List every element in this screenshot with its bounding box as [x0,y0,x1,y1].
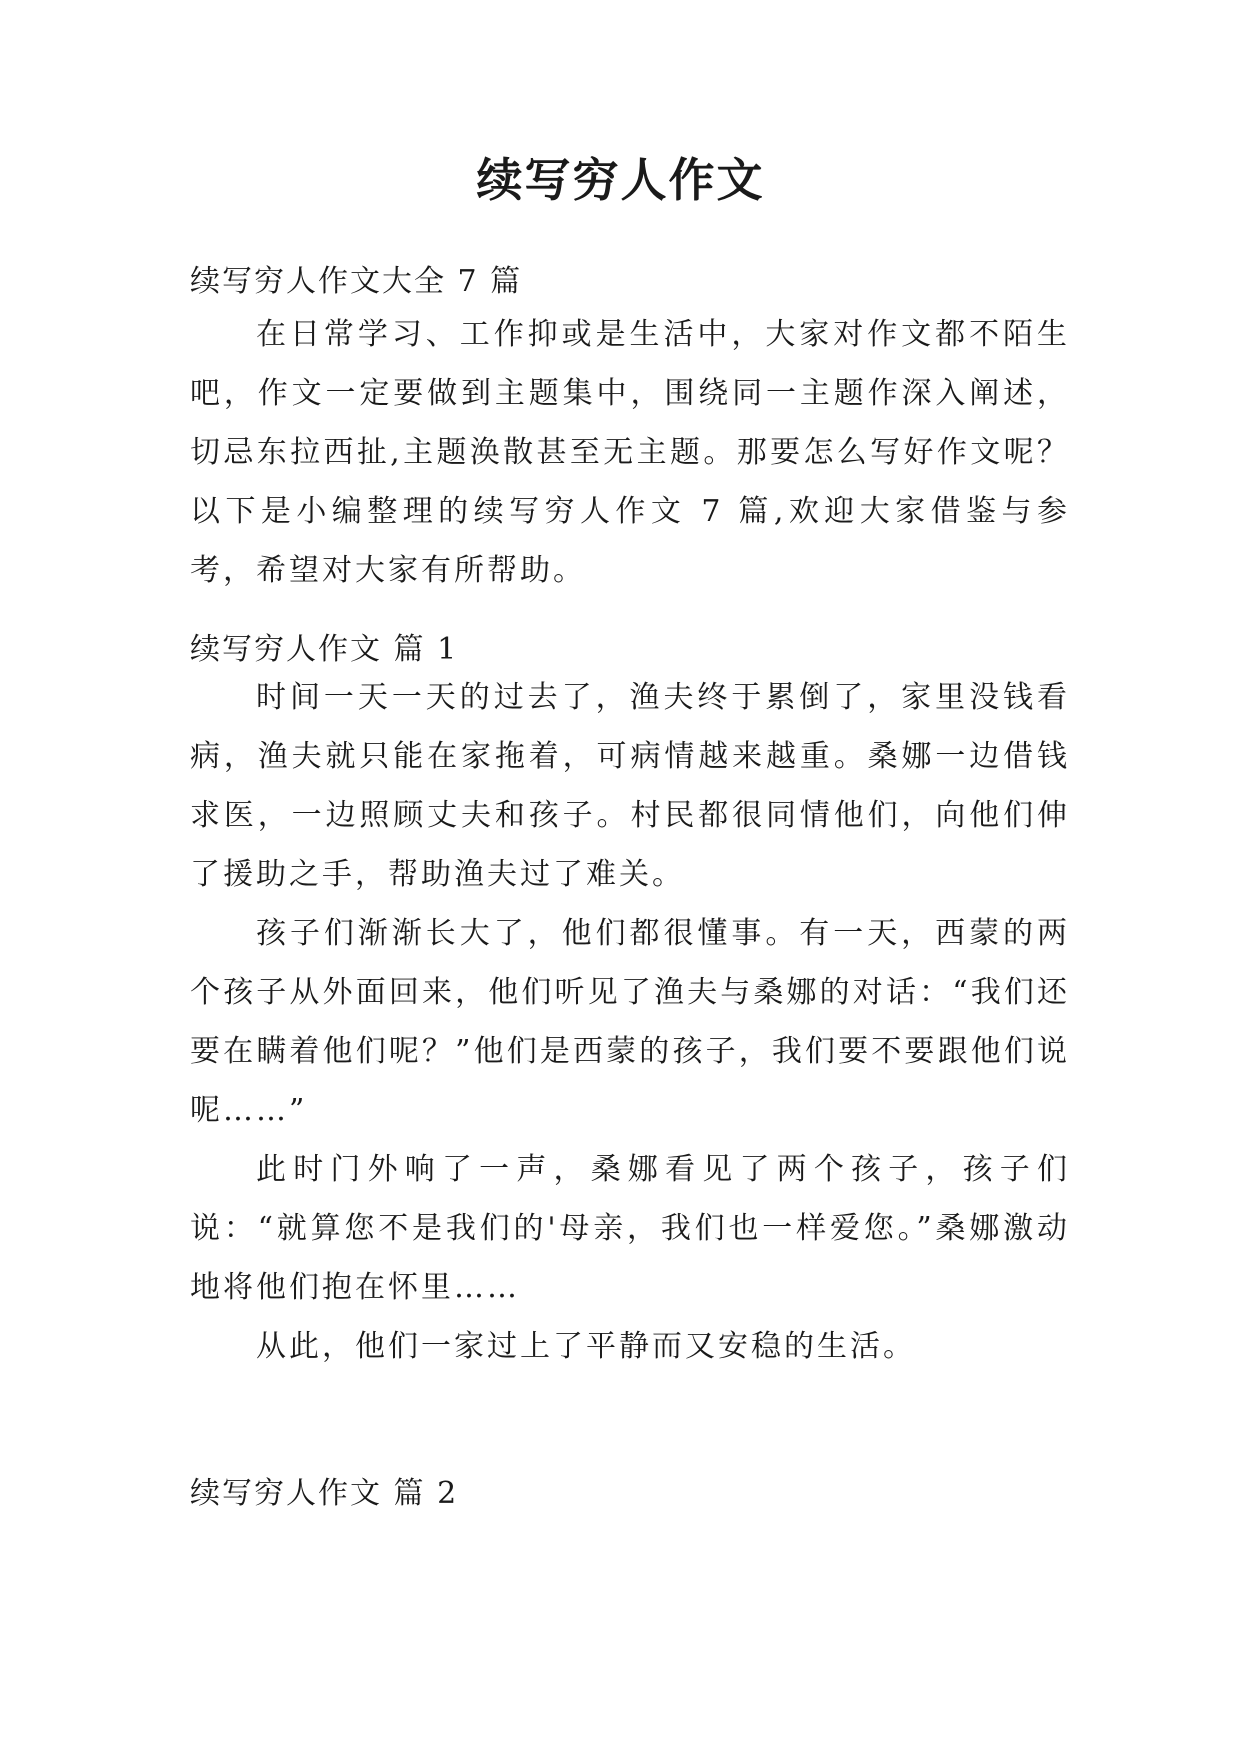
section-1-paragraph-2: 孩子们渐渐长大了，他们都很懂事。有一天，西蒙的两个孩子从外面回来，他们听见了渔夫与桑娜的对话：“我们还要在瞒着他们呢？”他们是西蒙的孩子，我们要不要跟他们说呢……” [190,916,1070,1128]
section-1-paragraph-3: 此时门外响了一声，桑娜看见了两个孩子，孩子们说：“就算您不是我们的'母亲，我们也一样爱您。”桑娜激动地将他们抱在怀里…… [190,1152,1070,1305]
section-1-heading: 续写穷人作文 篇 1 [190,632,459,667]
section-2-heading: 续写穷人作文 篇 2 [190,1476,459,1511]
intro-heading: 续写穷人作文大全 7 篇 [190,264,523,299]
intro-paragraph: 在日常学习、工作抑或是生活中，大家对作文都不陌生吧，作文一定要做到主题集中，围绕同一主题作深入阐述，切忌东拉西扯,主题涣散甚至无主题。那要怎么写好作文呢？以下是小编整理的续写穷人作文 7 篇,欢迎大家借鉴与参考，希望对大家有所帮助。 [190,317,1070,588]
document-title: 续写穷人作文 [476,153,765,207]
section-1-paragraph-1: 时间一天一天的过去了，渔夫终于累倒了，家里没钱看病，渔夫就只能在家拖着，可病情越来越重。桑娜一边借钱求医，一边照顾丈夫和孩子。村民都很同情他们，向他们伸了援助之手，帮助渔夫过了难关。 [190,680,1070,892]
section-1-paragraph-4: 从此，他们一家过上了平静而又安稳的生活。 [256,1329,916,1364]
